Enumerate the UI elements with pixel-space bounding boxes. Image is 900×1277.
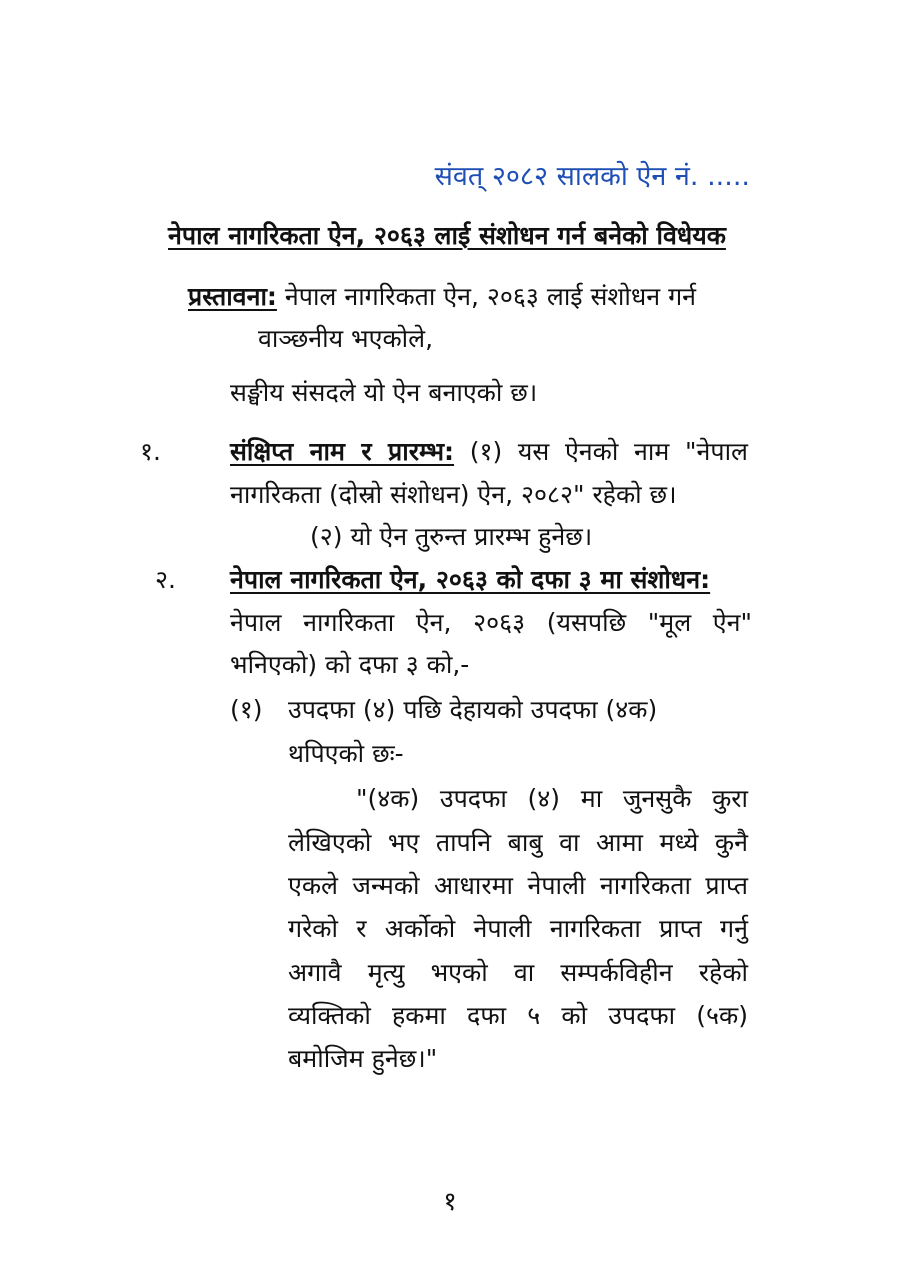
clause-1-number: (१) bbox=[230, 695, 263, 724]
page-number: १ bbox=[443, 1187, 457, 1217]
quote-line-7: बमोजिम हुनेछ।" bbox=[288, 1044, 438, 1073]
section-1-number: १. bbox=[140, 437, 161, 466]
section-2-heading: नेपाल नागरिकता ऐन, २०६३ को दफा ३ मा संशोधन: bbox=[230, 565, 711, 594]
section-2-number: २. bbox=[155, 565, 176, 594]
quote-line-2: लेखिएको भए तापनि बाबु वा आमा मध्ये कुनै bbox=[288, 828, 748, 857]
preamble-text: नेपाल नागरिकता ऐन, २०६३ लाई संशोधन गर्न bbox=[276, 282, 697, 311]
section-1-subsection-2: (२) यो ऐन तुरुन्त प्रारम्भ हुनेछ। bbox=[310, 522, 593, 551]
quote-line-4: गरेको र अर्कोको नेपाली नागरिकता प्राप्त गर्नु bbox=[288, 914, 748, 943]
clause-1-line-2: थपिएको छः- bbox=[288, 739, 404, 768]
section-2-line-3: भनिएको) को दफा ३ को,- bbox=[230, 650, 470, 679]
preamble-line-1 bbox=[188, 280, 696, 314]
quote-line-1: "(४क) उपदफा (४) मा जुनसुकै कुरा bbox=[356, 784, 748, 813]
act-year-line: संवत् २०८२ सालको ऐन नं. ..... bbox=[434, 161, 750, 192]
clause-1-line-1: उपदफा (४) पछि देहायको उपदफा (४क) bbox=[288, 695, 658, 724]
section-1-line-2: नागरिकता (दोस्रो संशोधन) ऐन, २०८२" रहेको छ। bbox=[230, 480, 677, 509]
quote-line-6: व्यक्तिको हकमा दफा ५ को उपदफा (५क) bbox=[288, 1001, 748, 1030]
section-1-text: (१) यस ऐनको नाम "नेपाल bbox=[454, 437, 748, 466]
enactment-clause: सङ्घीय संसदले यो ऐन बनाएको छ। bbox=[230, 378, 538, 407]
section-2-line-2: नेपाल नागरिकता ऐन, २०६३ (यसपछि "मूल ऐन" bbox=[230, 608, 752, 637]
preamble-label: प्रस्तावना: bbox=[188, 282, 277, 311]
preamble-line-2: वाञ्छनीय भएकोले, bbox=[258, 324, 434, 353]
section-2-line-1 bbox=[230, 563, 710, 597]
section-1-line-1 bbox=[230, 435, 748, 469]
bill-title: नेपाल नागरिकता ऐन, २०६३ लाई संशोधन गर्न बनेको विधेयक bbox=[168, 221, 726, 250]
quote-line-5: अगावै मृत्यु भएको वा सम्पर्कविहीन रहेको bbox=[288, 958, 748, 987]
quote-line-3: एकले जन्मको आधारमा नेपाली नागरिकता प्राप्त bbox=[288, 871, 748, 900]
section-1-heading: संक्षिप्त नाम र प्रारम्भ: bbox=[230, 437, 455, 466]
